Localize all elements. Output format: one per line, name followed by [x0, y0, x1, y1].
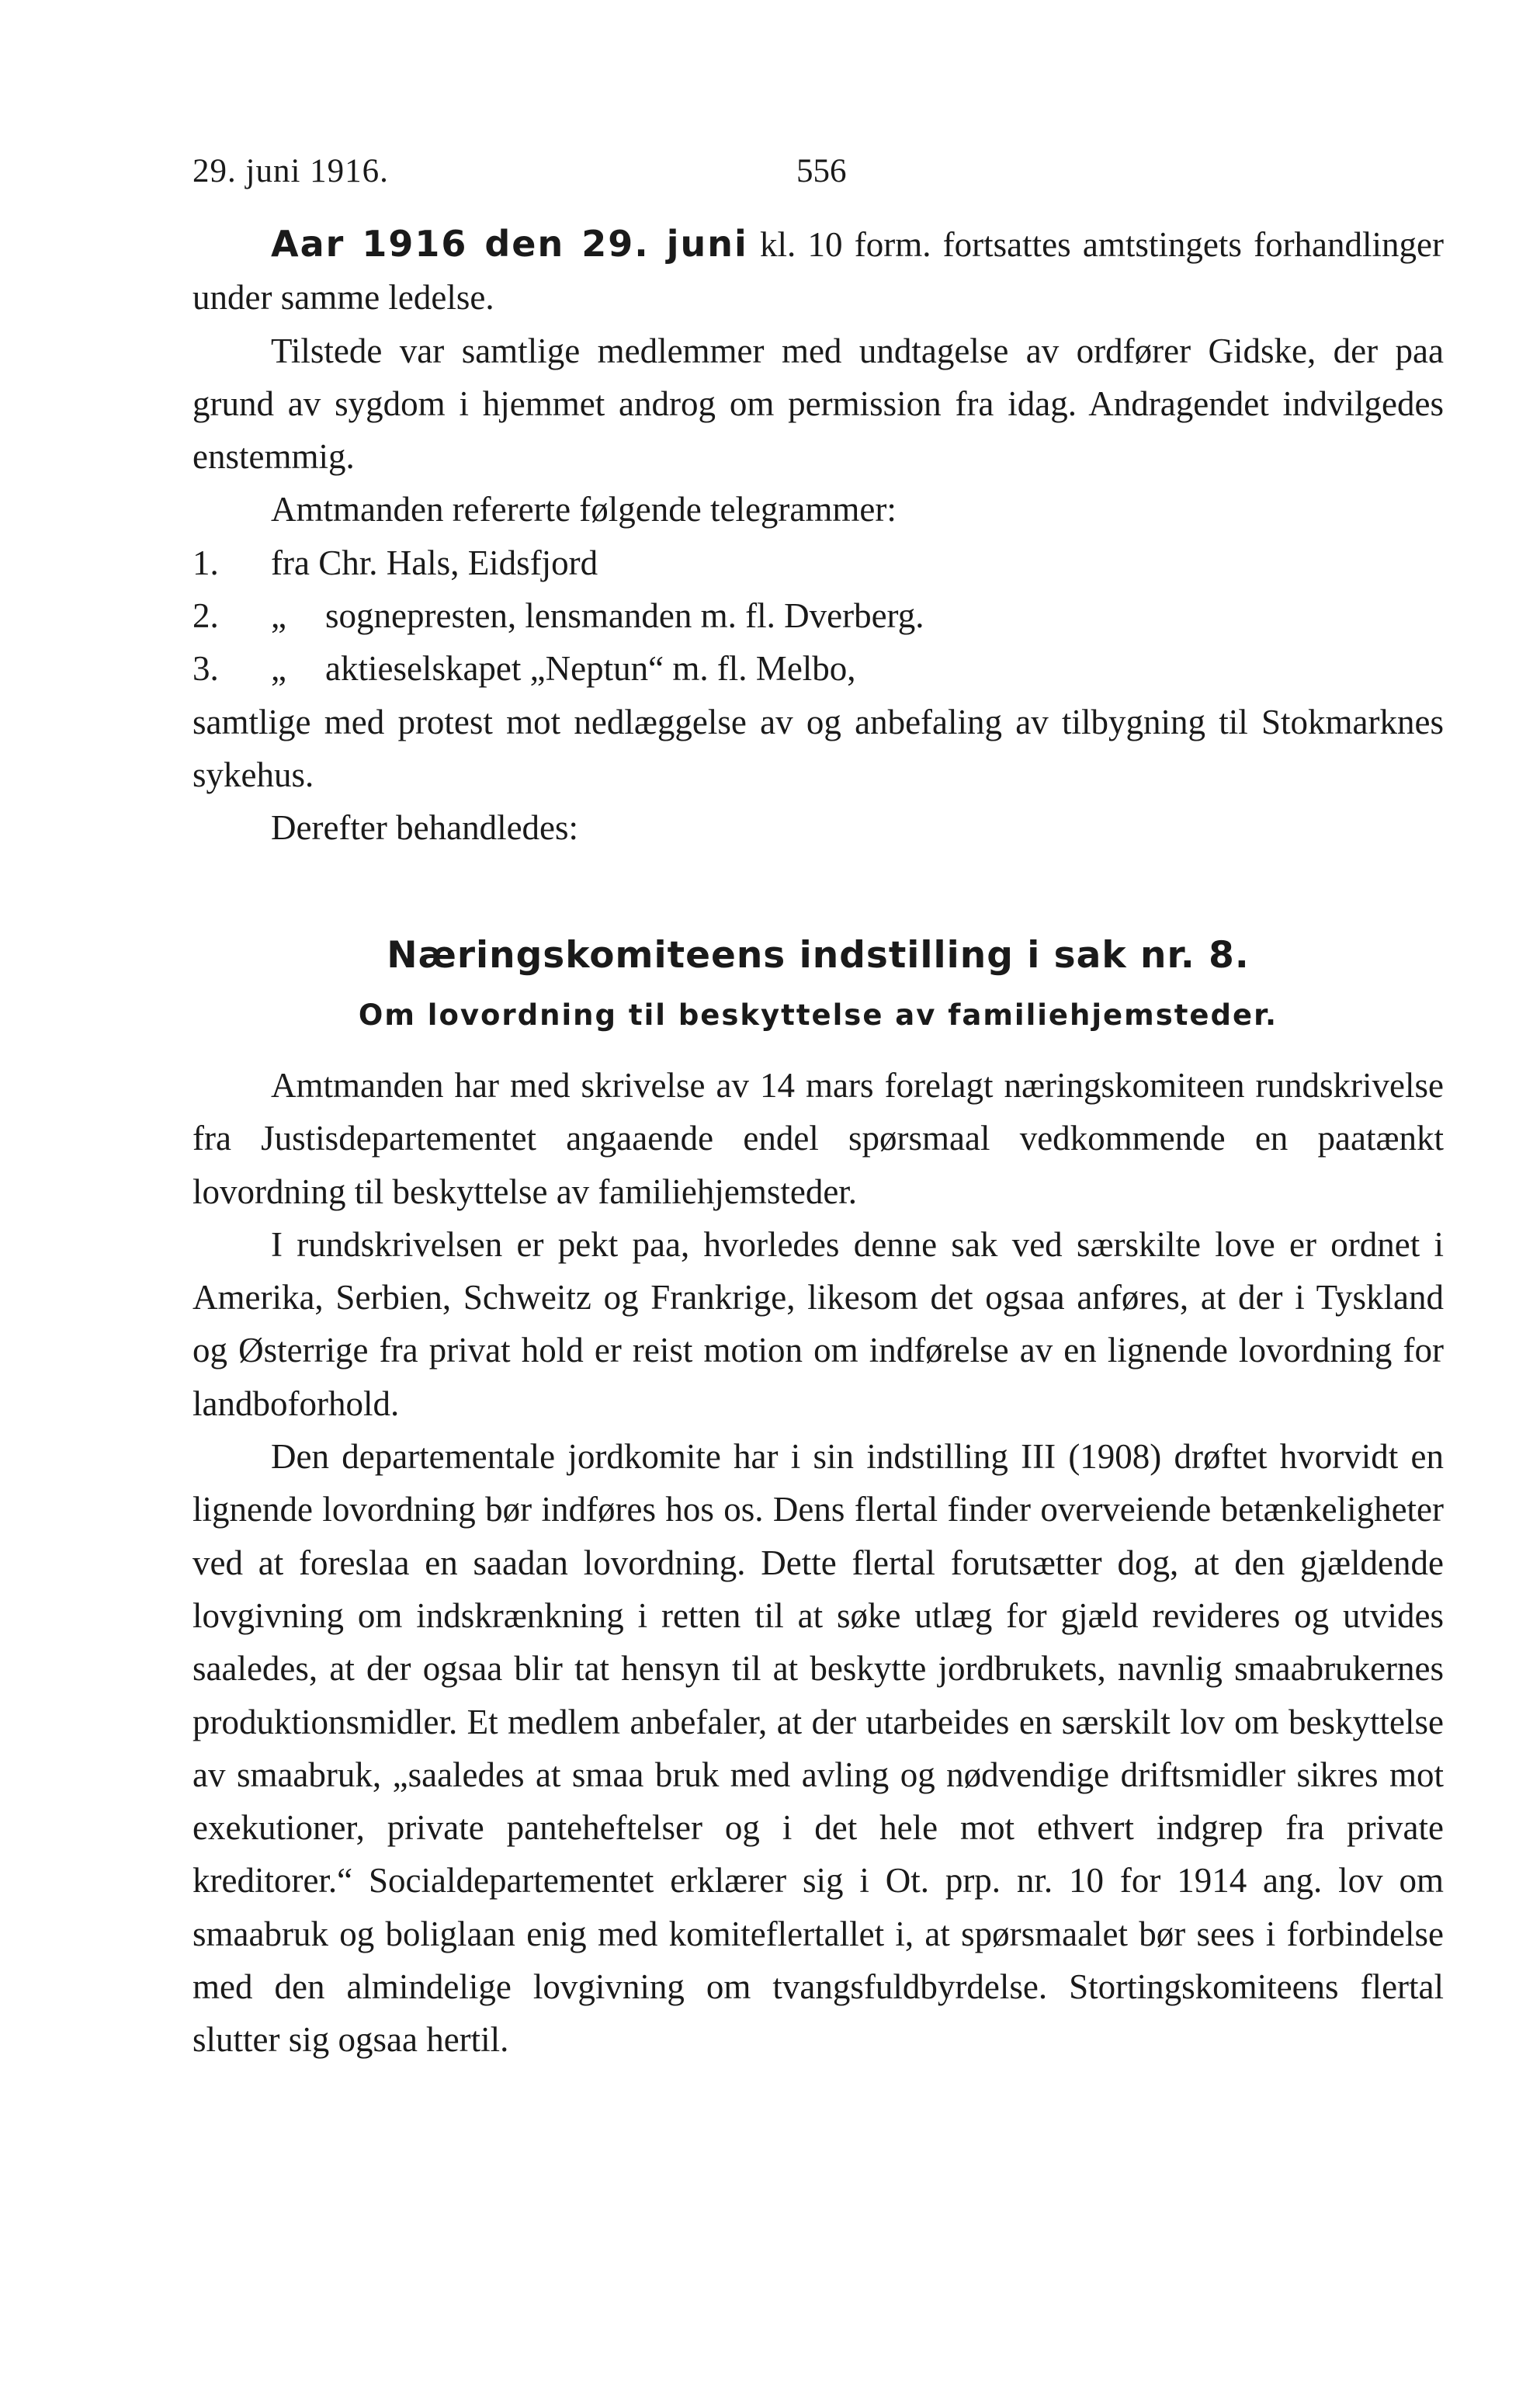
page-number: 556 — [796, 153, 847, 189]
session-lead-text: kl. 10 form. fortsattes amtstingets forhandlinger under samme ledelse. — [192, 225, 1444, 318]
section-subtitle: Om lovordning til beskyttelse av familiehjemsteder. — [358, 998, 1278, 1032]
telegram-text: fra Chr. Hals, Eidsfjord — [271, 543, 598, 582]
ditto-mark: „ — [271, 596, 286, 636]
ditto-mark: „ — [271, 649, 286, 689]
body-paragraph: Den departementale jordkomite har i sin indstilling III (1908) drøftet hvorvidt en lignende lovordning bør indføres hos os. Dens flertal finder overveiende betænkeligheter ved at foreslaa en saadan lovordning. Dette flertal forutsætter dog, at den gjældende lovgivning om indskrænkning i retten til at søke utlæg for gjæld revideres og utvides saaledes, at der ogsaa blir tat hensyn til at beskytte jordbrukets, navnlig smaabrukernes produktionsmidler. Et medlem anbefaler, at der utarbeides en særskilt lov om beskyttelse av smaabruk, „saaledes at smaa bruk med avling og nødvendige driftsmidler sikres mot exekutioner, private panteheftelser og i det hele mot ethvert indgrep fra private kreditorer.“ Socialdepartementet erklærer sig i Ot. prp. nr. 10 for 1914 ang. lov om smaabruk og boliglaan enig med komiteflertallet i, at spørsmaalet bør sees i forbindelse med den almindelige lovgivning om tvangsfuldbyrdelse. Stortingskomiteens flertal slutter sig ogsaa hertil. — [192, 1437, 1444, 2060]
agenda-intro: Derefter behandledes: — [271, 808, 579, 848]
telegram-number: 2. — [192, 596, 219, 636]
telegram-item — [192, 589, 1444, 642]
body-paragraph: Amtmanden har med skrivelse av 14 mars forelagt næringskomiteen rundskrivelse fra Justisdepartementet angaaende endel spørsmaal vedkommende en paatænkt lovordning til beskyttelse av familiehjemsteder. — [192, 1066, 1444, 1211]
telegram-text: sognepresten, lensmanden m. fl. Dverberg. — [325, 596, 924, 636]
header-date: 29. juni 1916. — [192, 153, 389, 189]
telegram-intro: Amtmanden refererte følgende telegrammer: — [271, 490, 897, 529]
session-opening — [192, 217, 1444, 855]
section-title: Næringskomiteens indstilling i sak nr. 8. — [387, 934, 1250, 977]
running-head — [192, 152, 876, 199]
attendance-paragraph: Tilstede var samtlige medlemmer med undtagelse av ordfører Gidske, der paa grund av sygdom i hjemmet androg om permission fra idag. Andragendet indvilgedes enstemmig. — [192, 331, 1444, 477]
telegram-number: 3. — [192, 649, 219, 689]
telegram-summary: samtlige med protest mot nedlæggelse av og anbefaling av tilbygning til Stokmarknes sykehus. — [192, 702, 1444, 794]
session-lead-paragraph — [192, 217, 1444, 325]
telegram-item — [192, 536, 1444, 589]
telegram-item — [192, 642, 1444, 695]
telegram-text: aktieselskapet „Neptun“ m. fl. Melbo, — [325, 649, 856, 689]
telegram-number: 1. — [192, 543, 219, 582]
body-paragraph: I rundskrivelsen er pekt paa, hvorledes denne sak ved særskilte love er ordnet i Amerika, Serbien, Schweitz og Frankrige, likesom det ogsaa anføres, at der i Tyskland og Østerrige fra privat hold er reist motion om indførelse av en lignende lovordning for landboforhold. — [192, 1224, 1444, 1423]
session-date-lead: Aar 1916 den 29. juni — [271, 223, 748, 265]
section-body — [192, 1059, 1444, 2067]
